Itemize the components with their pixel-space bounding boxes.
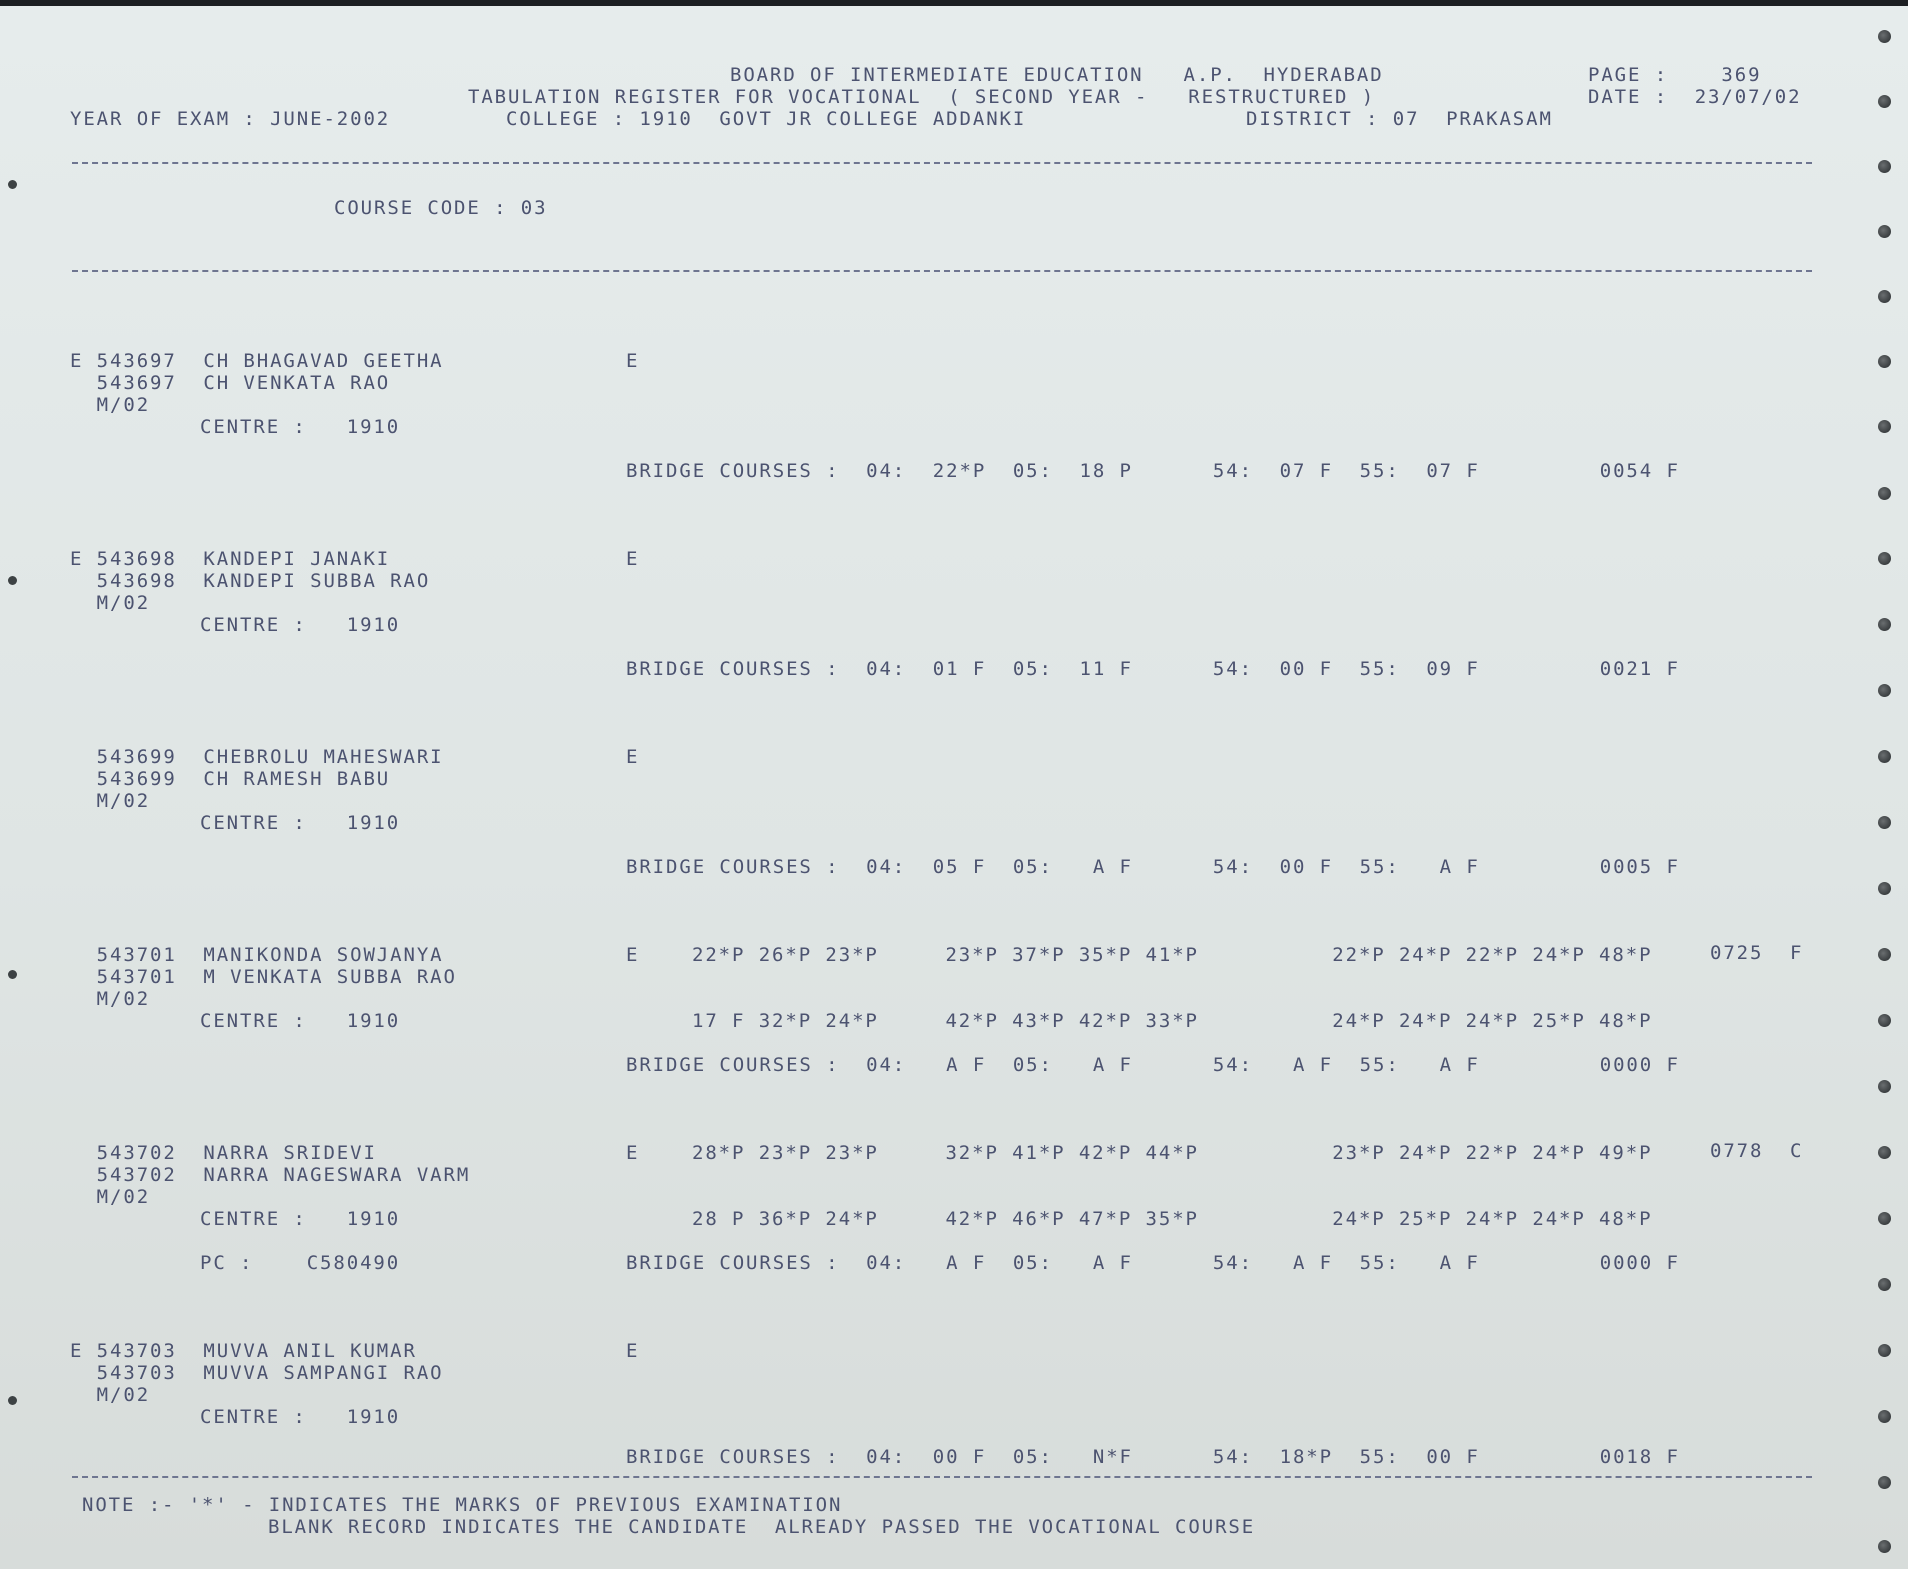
left-hole-icon xyxy=(8,180,17,189)
feed-hole-icon xyxy=(1878,1080,1891,1093)
district: DISTRICT : 07 PRAKASAM xyxy=(1246,108,1553,130)
exam-flag: E xyxy=(626,746,640,768)
centre-code: CENTRE : 1910 xyxy=(200,1406,401,1428)
board-title: BOARD OF INTERMEDIATE EDUCATION A.P. HYDERABAD xyxy=(730,64,1384,86)
session-code: M/02 xyxy=(70,592,151,614)
footer-rule xyxy=(72,1476,1812,1478)
session-code: M/02 xyxy=(70,394,151,416)
candidate-record xyxy=(0,546,1860,746)
candidate-record xyxy=(0,744,1860,944)
candidate-name-line: E 543697 CH BHAGAVAD GEETHA xyxy=(70,350,444,372)
feed-hole-icon xyxy=(1878,290,1891,303)
pc-number: PC : C580490 xyxy=(200,1252,401,1274)
feed-hole-icon xyxy=(1878,160,1891,173)
paper-top-edge xyxy=(0,0,1908,6)
centre-code: CENTRE : 1910 xyxy=(200,614,401,636)
year-of-exam: YEAR OF EXAM : JUNE-2002 xyxy=(70,108,391,130)
feed-hole-icon xyxy=(1878,948,1891,961)
centre-code: CENTRE : 1910 xyxy=(200,812,401,834)
feed-hole-icon xyxy=(1878,225,1891,238)
exam-flag: E xyxy=(626,1340,640,1362)
course-rule xyxy=(72,270,1812,272)
bridge-courses: BRIDGE COURSES : 04: A F 05: A F 54: A F 55: A F 0000 F xyxy=(626,1252,1680,1274)
exam-flag: E xyxy=(626,548,640,570)
marks-row-2: 28 P 36*P 24*P 42*P 46*P 47*P 35*P 24*P 25*P 24*P 24*P 48*P xyxy=(692,1208,1653,1230)
bridge-courses: BRIDGE COURSES : 04: 22*P 05: 18 P 54: 07 F 55: 07 F 0054 F xyxy=(626,460,1680,482)
centre-code: CENTRE : 1910 xyxy=(200,1010,401,1032)
marks-row-2: 17 F 32*P 24*P 42*P 43*P 42*P 33*P 24*P 24*P 24*P 25*P 48*P xyxy=(692,1010,1653,1032)
marks-row-1: 28*P 23*P 23*P 32*P 41*P 42*P 44*P 23*P 24*P 22*P 24*P 49*P xyxy=(692,1142,1653,1164)
total-result: 0725 F xyxy=(1710,942,1804,964)
feed-hole-icon xyxy=(1878,882,1891,895)
feed-hole-icon xyxy=(1878,1278,1891,1291)
session-code: M/02 xyxy=(70,1186,151,1208)
session-code: M/02 xyxy=(70,988,151,1010)
exam-flag: E xyxy=(626,1142,640,1164)
feed-hole-icon xyxy=(1878,95,1891,108)
feed-hole-icon xyxy=(1878,750,1891,763)
marks-row-1: 22*P 26*P 23*P 23*P 37*P 35*P 41*P 22*P 24*P 22*P 24*P 48*P xyxy=(692,944,1653,966)
feed-hole-icon xyxy=(1878,618,1891,631)
session-code: M/02 xyxy=(70,1384,151,1406)
guardian-name-line: 543699 CH RAMESH BABU xyxy=(70,768,391,790)
note-line-2: BLANK RECORD INDICATES THE CANDIDATE ALREADY PASSED THE VOCATIONAL COURSE xyxy=(268,1516,1256,1538)
college: COLLEGE : 1910 GOVT JR COLLEGE ADDANKI xyxy=(506,108,1027,130)
feed-hole-icon xyxy=(1878,1014,1891,1027)
feed-hole-icon xyxy=(1878,816,1891,829)
guardian-name-line: 543697 CH VENKATA RAO xyxy=(70,372,391,394)
course-code: COURSE CODE : 03 xyxy=(334,197,548,219)
feed-hole-icon xyxy=(1878,1344,1891,1357)
total-result: 0778 C xyxy=(1710,1140,1804,1162)
feed-hole-icon xyxy=(1878,355,1891,368)
print-date: DATE : 23/07/02 xyxy=(1588,86,1802,108)
candidate-name-line: E 543698 KANDEPI JANAKI xyxy=(70,548,391,570)
candidate-record xyxy=(0,348,1860,548)
guardian-name-line: 543698 KANDEPI SUBBA RAO xyxy=(70,570,431,592)
feed-hole-icon xyxy=(1878,684,1891,697)
candidate-record xyxy=(0,1140,1860,1340)
feed-hole-icon xyxy=(1878,1476,1891,1489)
guardian-name-line: 543703 MUVVA SAMPANGI RAO xyxy=(70,1362,444,1384)
bridge-courses: BRIDGE COURSES : 04: A F 05: A F 54: A F 55: A F 0000 F xyxy=(626,1054,1680,1076)
feed-hole-icon xyxy=(1878,1410,1891,1423)
feed-hole-icon xyxy=(1878,552,1891,565)
feed-hole-icon xyxy=(1878,1146,1891,1159)
feed-hole-icon xyxy=(1878,420,1891,433)
exam-flag: E xyxy=(626,944,640,966)
header-rule xyxy=(72,162,1812,164)
bridge-courses: BRIDGE COURSES : 04: 05 F 05: A F 54: 00 F 55: A F 0005 F xyxy=(626,856,1680,878)
exam-flag: E xyxy=(626,350,640,372)
guardian-name-line: 543701 M VENKATA SUBBA RAO xyxy=(70,966,457,988)
candidate-name-line: 543701 MANIKONDA SOWJANYA xyxy=(70,944,444,966)
candidate-name-line: E 543703 MUVVA ANIL KUMAR xyxy=(70,1340,417,1362)
session-code: M/02 xyxy=(70,790,151,812)
candidate-name-line: 543699 CHEBROLU MAHESWARI xyxy=(70,746,444,768)
centre-code: CENTRE : 1910 xyxy=(200,416,401,438)
feed-hole-icon xyxy=(1878,1212,1891,1225)
feed-hole-icon xyxy=(1878,1540,1891,1553)
candidate-name-line: 543702 NARRA SRIDEVI xyxy=(70,1142,377,1164)
candidate-record xyxy=(0,942,1860,1142)
feed-hole-icon xyxy=(1878,487,1891,500)
bridge-courses: BRIDGE COURSES : 04: 01 F 05: 11 F 54: 00 F 55: 09 F 0021 F xyxy=(626,658,1680,680)
bridge-courses: BRIDGE COURSES : 04: 00 F 05: N*F 54: 18*P 55: 00 F 0018 F xyxy=(626,1446,1680,1468)
guardian-name-line: 543702 NARRA NAGESWARA VARM xyxy=(70,1164,471,1186)
page-number: PAGE : 369 xyxy=(1588,64,1762,86)
register-title: TABULATION REGISTER FOR VOCATIONAL ( SECOND YEAR - RESTRUCTURED ) xyxy=(468,86,1376,108)
note-line-1: NOTE :- '*' - INDICATES THE MARKS OF PREVIOUS EXAMINATION xyxy=(82,1494,843,1516)
feed-hole-icon xyxy=(1878,30,1891,43)
centre-code: CENTRE : 1910 xyxy=(200,1208,401,1230)
